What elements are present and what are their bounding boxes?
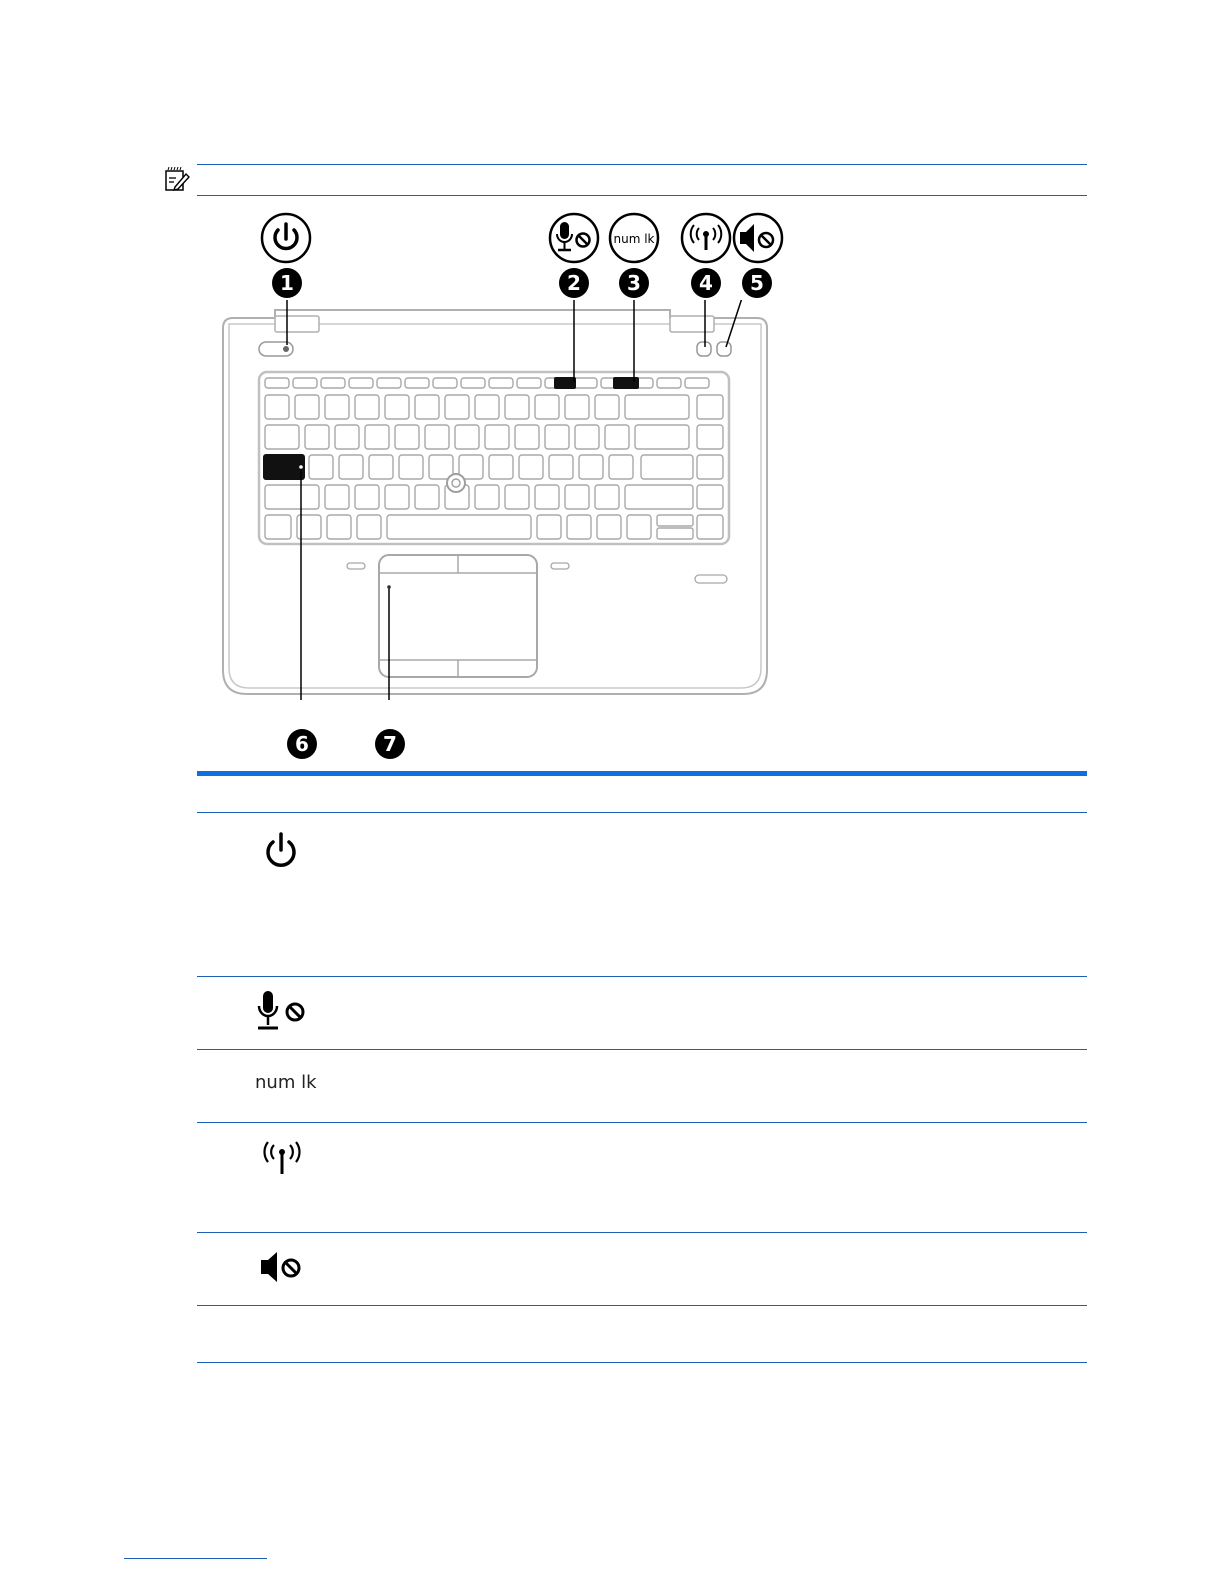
volume-mute-icon bbox=[260, 1250, 306, 1289]
callout-5: 5 bbox=[742, 268, 772, 298]
microphone-mute-icon bbox=[548, 212, 600, 264]
table-header-bar bbox=[197, 771, 1087, 776]
volume-mute-icon bbox=[732, 212, 784, 264]
num-lock-icon: num lk bbox=[255, 1072, 317, 1093]
note-top-rule bbox=[197, 164, 1087, 165]
callout-2: 2 bbox=[559, 268, 589, 298]
table-row-rule bbox=[197, 976, 1087, 977]
callout-7: 7 bbox=[375, 729, 405, 759]
power-icon bbox=[262, 832, 300, 873]
callout-3: 3 bbox=[619, 268, 649, 298]
table-header-rule bbox=[197, 812, 1087, 813]
microphone-mute-icon bbox=[254, 990, 308, 1037]
wireless-antenna-icon bbox=[260, 1140, 304, 1183]
table-row-rule bbox=[197, 1122, 1087, 1123]
power-icon bbox=[260, 212, 312, 264]
callout-4: 4 bbox=[691, 268, 721, 298]
table-bottom-rule bbox=[197, 1362, 1087, 1363]
num-lock-icon bbox=[608, 212, 660, 264]
note-bottom-rule bbox=[197, 195, 1087, 196]
laptop-top-view-illustration bbox=[215, 300, 775, 700]
table-row-rule bbox=[197, 1305, 1087, 1306]
wireless-antenna-icon bbox=[680, 212, 732, 264]
footnote-rule bbox=[124, 1558, 267, 1559]
numlk-top-label: num lk bbox=[613, 232, 655, 246]
callout-6: 6 bbox=[287, 729, 317, 759]
note-pencil-icon bbox=[164, 166, 190, 192]
table-row-rule bbox=[197, 1232, 1087, 1233]
callout-1: 1 bbox=[272, 268, 302, 298]
table-row-rule bbox=[197, 1049, 1087, 1050]
